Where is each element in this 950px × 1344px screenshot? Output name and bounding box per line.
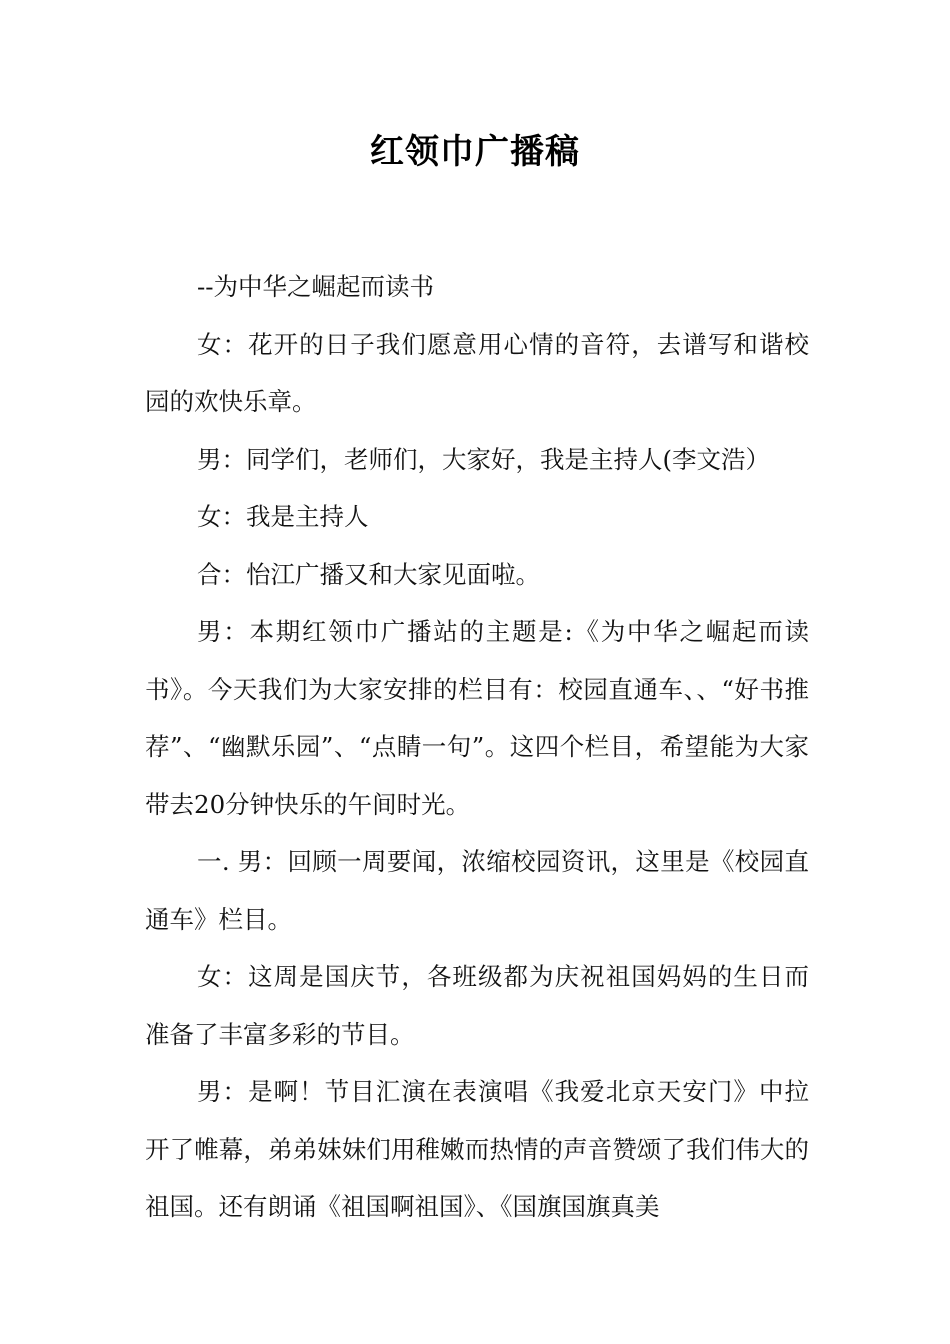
document-body xyxy=(145,258,809,1236)
paragraph: 合：怡江广播又和大家见面啦。 xyxy=(197,559,540,589)
paragraph: 女：这周是国庆节，各班级都为庆祝祖国妈妈的生日而准备了丰富多彩的节目。 xyxy=(145,962,809,1049)
paragraph: 女：花开的日子我们愿意用心情的音符，去谱写和谐校园的欢快乐章。 xyxy=(145,329,809,416)
document-title: 红领巾广播稿 xyxy=(370,132,580,172)
paragraph: 男：本期红领巾广播站的主题是:《为中华之崛起而读书》。今天我们为大家安排的栏目有：校园直通车、、“好书推荐”、“幽默乐园”、“点睛一句”。这四个栏目，希望能为大家带去20分钟快乐的午间时光。 xyxy=(145,617,809,819)
paragraph: 女：我是主持人 xyxy=(197,502,369,531)
paragraph-subtitle: --为中华之崛起而读书 xyxy=(197,272,435,301)
paragraph: 男：同学们，老师们，大家好，我是主持人(李文浩） xyxy=(197,444,771,474)
paragraph: 一. 男：回顾一周要闻，浓缩校园资讯，这里是《校园直通车》栏目。 xyxy=(145,847,809,934)
paragraph: 男：是啊！节目汇演在表演唱《我爱北京天安门》中拉开了帷幕，弟弟妹妹们用稚嫩而热情的声音赞颂了我们伟大的祖国。还有朗诵《祖国啊祖国》、《国旗国旗真美 xyxy=(145,1077,809,1221)
